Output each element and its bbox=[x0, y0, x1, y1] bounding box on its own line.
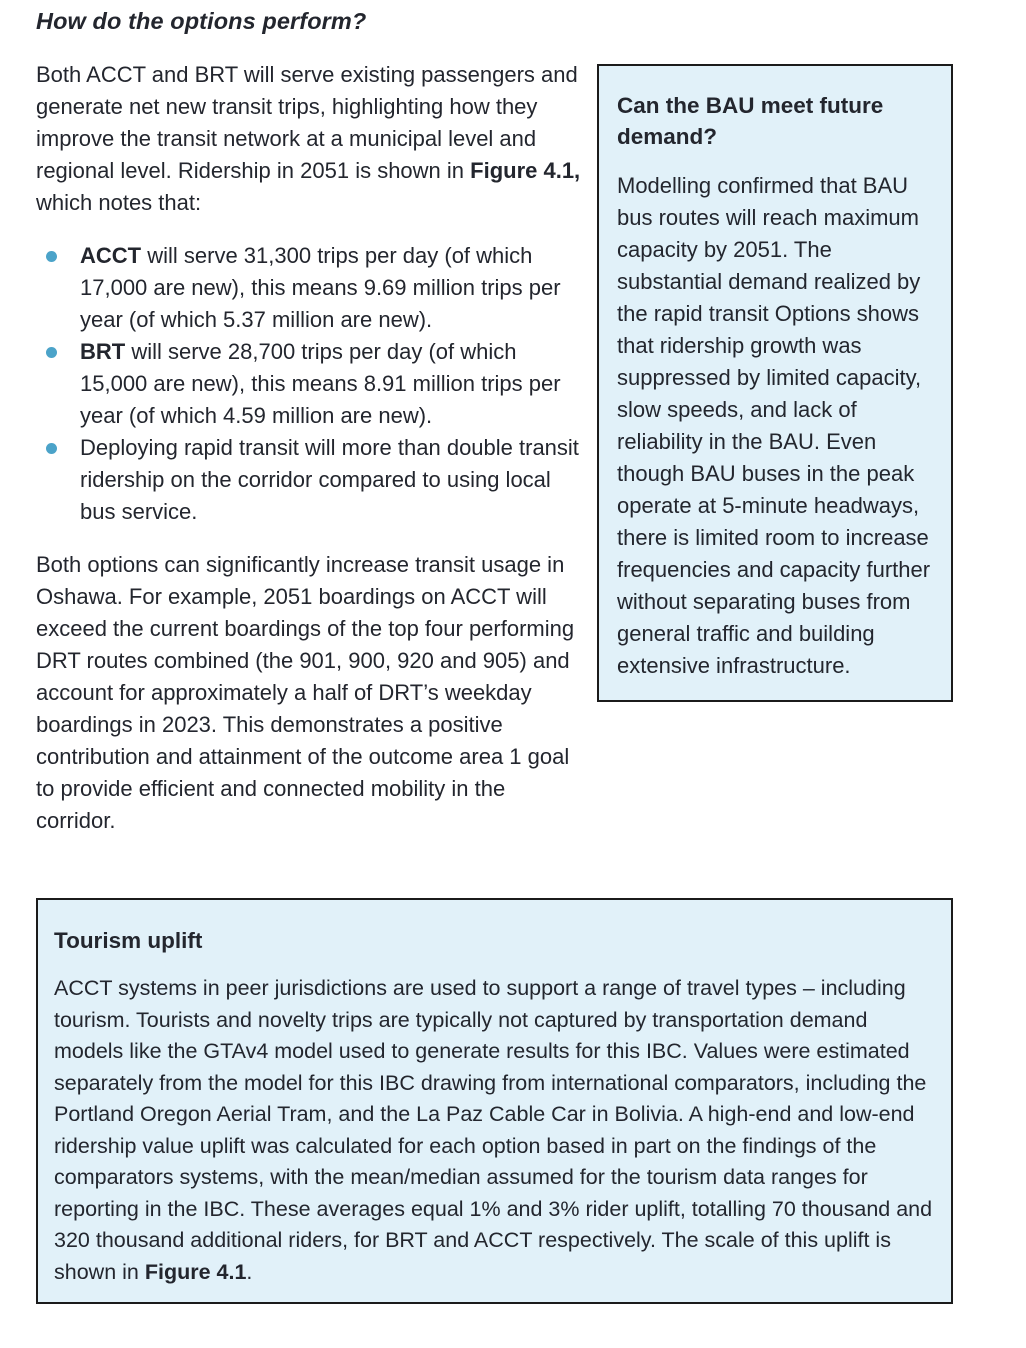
tourism-box-body: ACCT systems in peer jurisdictions are used to support a range of travel types – including tourism. Tourists and novelty trips are typically not captured by transportation demand models like the GTAv4 model used to generate results for this IBC. Values were estimated separately from the model for this IBC drawing from international comparators, including the Portland Oregon Aerial Tram, and the La Paz Cable Car in Bolivia. A high-end and low-end ridership value uplift was calculated for each option based in part on the findings of the comparators systems, with the mean/median assumed for the tourism data ranges for reporting in the IBC. These averages equal 1% and 3% rider uplift, totalling 70 thousand and 320 thousand additional riders, for BRT and ACCT respectively. The scale of this uplift is shown in Figure 4.1. bbox=[54, 976, 933, 1284]
bau-sidebar-box bbox=[597, 64, 953, 702]
summary-paragraph: Both options can significantly increase transit usage in Oshawa. For example, 2051 boardings on ACCT will exceed the current boardings of the top four performing DRT routes combined (the 901, 900, 920 and 905) and account for approximately a half of DRT’s weekday boardings in 2023. This demonstrates a positive contribution and attainment of the outcome area 1 goal to provide efficient and connected mobility in the corridor. bbox=[36, 552, 575, 833]
tourism-box bbox=[36, 898, 953, 1304]
intro-paragraph: Both ACCT and BRT will serve existing passengers and generate net new transit trips, highlighting how they improve the transit network at a municipal level and regional level. Ridership in 2051 is shown in Figure 4.1, which notes that: bbox=[36, 62, 581, 215]
main-text-column bbox=[36, 59, 584, 858]
tourism-box-title: Tourism uplift bbox=[54, 928, 203, 953]
ridership-bullet-list bbox=[36, 240, 584, 528]
list-item: Deploying rapid transit will more than double transit ridership on the corridor compared to using local bus service. bbox=[80, 432, 584, 528]
list-item: BRT will serve 28,700 trips per day (of which 15,000 are new), this means 8.91 million trips per year (of which 4.59 million are new). bbox=[80, 336, 584, 432]
bau-box-body: Modelling confirmed that BAU bus routes will reach maximum capacity by 2051. The substantial demand realized by the rapid transit Options shows that ridership growth was suppressed by limited capacity, slow speeds, and lack of reliability in the BAU. Even though BAU buses in the peak operate at 5-minute headways, there is limited room to increase frequencies and capacity further without separating buses from general traffic and building extensive infrastructure. bbox=[617, 173, 931, 678]
bau-box-title: Can the BAU meet future demand? bbox=[617, 93, 884, 149]
page-title: How do the options perform? bbox=[36, 8, 367, 34]
two-column-layout bbox=[36, 59, 953, 858]
list-item: ACCT will serve 31,300 trips per day (of which 17,000 are new), this means 9.69 million trips per year (of which 5.37 million are new). bbox=[80, 240, 584, 336]
